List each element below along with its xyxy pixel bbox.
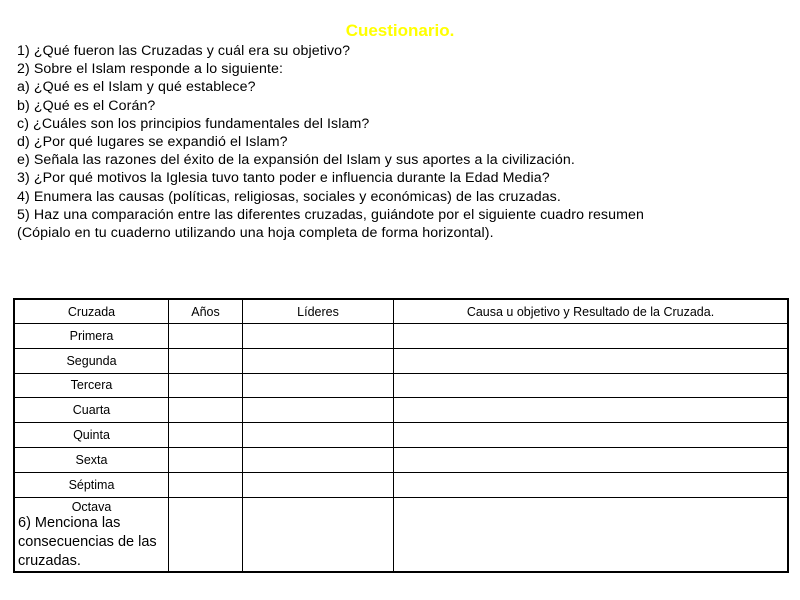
empty-cell	[243, 497, 394, 572]
empty-cell	[243, 373, 394, 398]
header-causa-resultado: Causa u objetivo y Resultado de la Cruzada.	[394, 299, 789, 324]
question-6: 6) Menciona las consecuencias de las cruzadas.	[18, 514, 157, 569]
empty-cell	[169, 398, 243, 423]
header-anos: Años	[169, 299, 243, 324]
question-2a: a) ¿Qué es el Islam y qué establece?	[17, 79, 256, 96]
table-row	[14, 423, 788, 448]
empty-cell	[169, 447, 243, 472]
empty-cell	[243, 472, 394, 497]
empty-cell	[243, 348, 394, 373]
empty-cell	[394, 423, 789, 448]
table-row	[14, 497, 788, 572]
empty-cell	[169, 423, 243, 448]
question-2c: c) ¿Cuáles son los principios fundamentales del Islam?	[17, 115, 370, 132]
empty-cell	[394, 348, 789, 373]
crusades-table	[13, 298, 789, 573]
empty-cell	[169, 497, 243, 572]
empty-cell	[169, 373, 243, 398]
empty-cell	[394, 373, 789, 398]
table-row	[14, 447, 788, 472]
empty-cell	[169, 472, 243, 497]
question-list	[17, 42, 792, 242]
row-label: Segunda	[14, 348, 169, 373]
question-4: 4) Enumera las causas (políticas, religiosas, sociales y económicas) de las cruzadas.	[17, 188, 561, 205]
row-label-with-question	[14, 497, 169, 572]
empty-cell	[243, 423, 394, 448]
empty-cell	[394, 447, 789, 472]
empty-cell	[169, 348, 243, 373]
row-label: Primera	[14, 324, 169, 349]
row-label: Cuarta	[14, 398, 169, 423]
empty-cell	[394, 324, 789, 349]
empty-cell	[394, 472, 789, 497]
row-label: Octava	[71, 499, 112, 514]
empty-cell	[169, 324, 243, 349]
empty-cell	[394, 398, 789, 423]
row-label: Tercera	[14, 373, 169, 398]
table-row	[14, 324, 788, 349]
empty-cell	[243, 324, 394, 349]
row-label: Séptima	[14, 472, 169, 497]
header-cruzada: Cruzada	[14, 299, 169, 324]
row-label: Quinta	[14, 423, 169, 448]
page-title: Cuestionario.	[345, 21, 455, 40]
question-5: 5) Haz una comparación entre las diferentes cruzadas, guiándote por el siguiente cuadro resumen	[17, 206, 645, 223]
table-row	[14, 398, 788, 423]
question-2: 2) Sobre el Islam responde a lo siguiente:	[17, 61, 284, 78]
question-2b: b) ¿Qué es el Corán?	[17, 97, 156, 114]
question-3: 3) ¿Por qué motivos la Iglesia tuvo tanto poder e influencia durante la Edad Media?	[17, 170, 550, 187]
table-row	[14, 373, 788, 398]
empty-cell	[394, 497, 789, 572]
row-label: Sexta	[14, 447, 169, 472]
question-5-note: (Cópialo en tu cuaderno utilizando una hoja completa de forma horizontal).	[17, 225, 494, 242]
question-1: 1) ¿Qué fueron las Cruzadas y cuál era su objetivo?	[17, 43, 351, 59]
empty-cell	[243, 398, 394, 423]
empty-cell	[243, 447, 394, 472]
header-lideres: Líderes	[243, 299, 394, 324]
question-2e: e) Señala las razones del éxito de la expansión del Islam y sus aportes a la civilización.	[17, 152, 575, 169]
question-2d: d) ¿Por qué lugares se expandió el Islam?	[17, 134, 288, 151]
table-row	[14, 472, 788, 497]
table-header-row	[14, 299, 788, 324]
table-row	[14, 348, 788, 373]
